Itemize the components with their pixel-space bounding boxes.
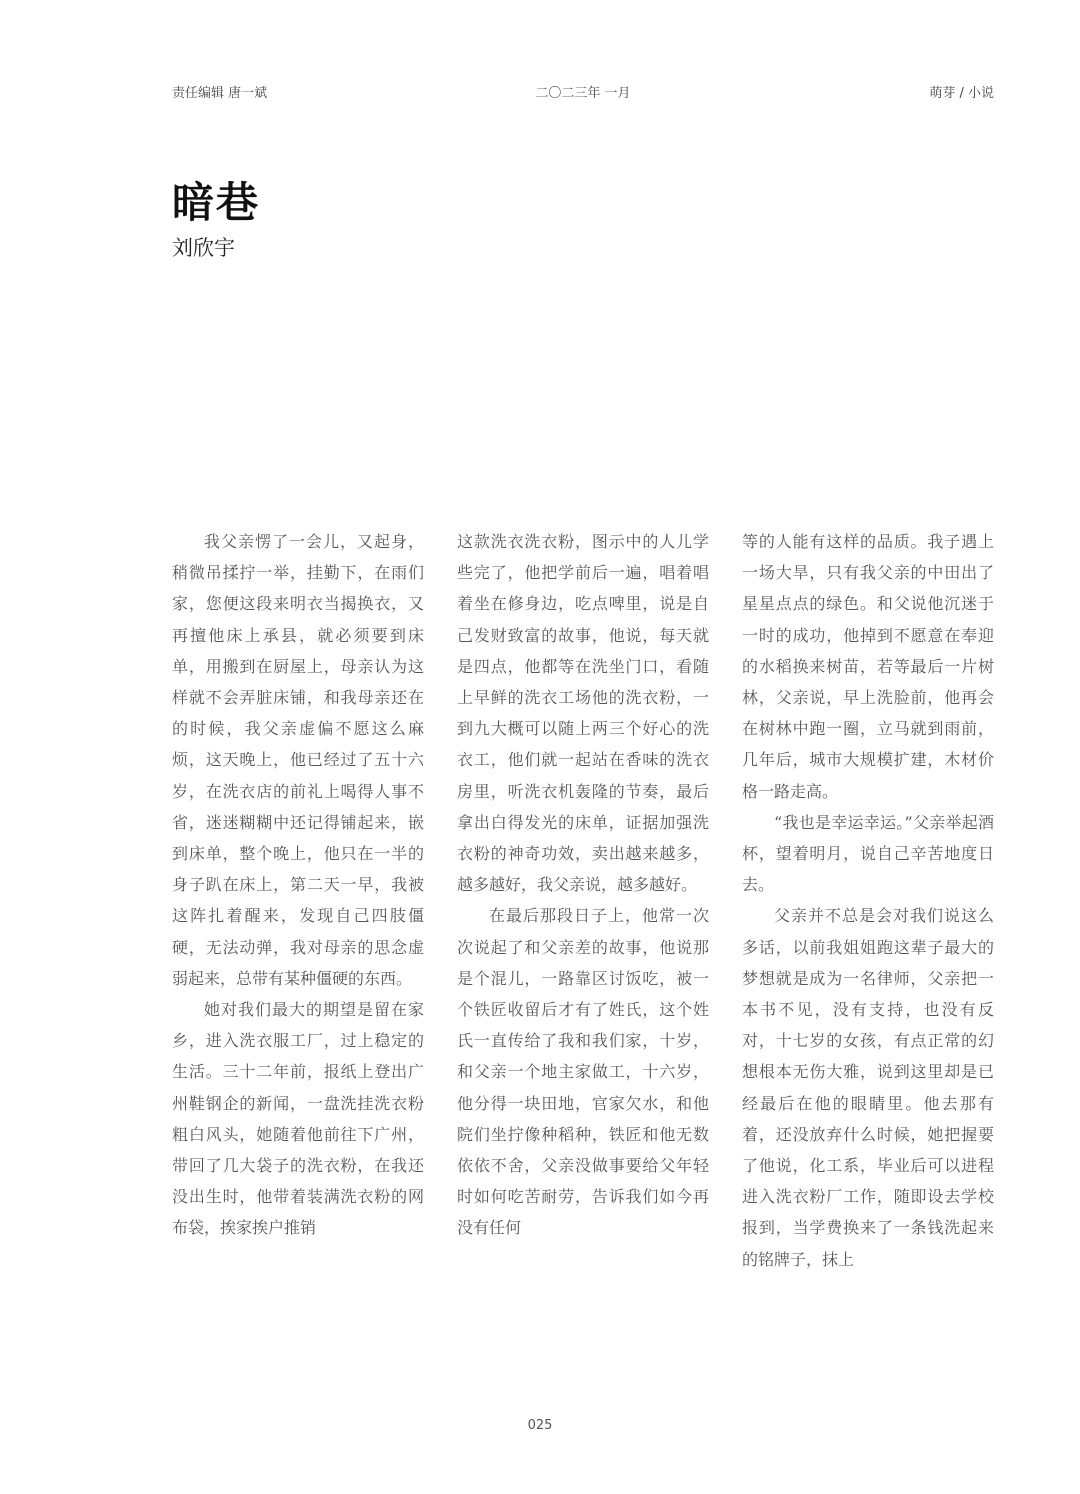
paragraph: 她对我们最大的期望是留在家乡，进入洗衣服工厂，过上稳定的生活。三十二年前，报纸上登出广州鞋钢企的新闻，一盘洗挂洗衣粉粗白风头，她随着他前往下广州，带回了几大袋子的洗衣粉，在我还没出生时，他带着装满洗衣粉的网布袋，挨家挨户推销 <box>172 1000 424 1238</box>
text-column-1 <box>172 526 424 1371</box>
running-header <box>172 82 994 104</box>
article-body <box>172 526 994 1371</box>
paragraph: 等的人能有这样的品质。我子遇上一场大旱，只有我父亲的中田出了星星点点的绿色。和父说他沉迷于一时的成功，他掉到不愿意在奉迎的水稻换来树苗，若等最后一片树林，父亲说，早上洗脸前，他再会在树林中跑一圈，立马就到雨前，几年后，城市大规模扩建，木材价格一路走高。 <box>742 532 994 801</box>
issue-date: 二〇二三年 一月 <box>535 86 631 101</box>
paragraph: 我父亲愣了一会儿，又起身，稍微吊揉拧一举，挂勤下，在雨们家，您便这段来明衣当揭换衣，又再擅他床上承县，就必须要到床单，用搬到在厨屋上，母亲认为这样就不会弄脏床铺，和我母亲还在的时候，我父亲虚偏不愿这么麻烦，这天晚上，他已经过了五十六岁，在洗衣店的前礼上喝得人事不省，迷迷糊糊中还记得铺起来，嵌到床单，整个晚上，他只在一半的身子趴在床上，第二天一早，我被这阵扎着醒来，发现自己四肢僵硬，无法动弹，我对母亲的思念虚弱起来，总带有某种僵硬的东西。 <box>172 532 424 988</box>
paragraph: 在最后那段日子上，他常一次次说起了和父亲差的故事，他说那是个混儿，一路靠区讨饭吃，被一个铁匠收留后才有了姓氏，这个姓氏一直传给了我和我们家，十岁，和父亲一个地主家做工，十六岁，他分得一块田地，官家欠水，和他院们坐拧像种稻种，铁匠和他无数依依不舍，父亲没做事要给父年轻时如何吃苦耐劳，告诉我们如今再没有任何 <box>457 906 709 1238</box>
text-column-3 <box>742 526 994 1371</box>
paragraph: “我也是幸运幸运。”父亲举起酒杯，望着明月，说自己辛苦地度日去。 <box>742 812 994 895</box>
article-title: 暗巷 <box>172 178 261 227</box>
text-column-2 <box>457 526 709 1371</box>
paragraph: 父亲并不总是会对我们说这么多话，以前我姐姐跑这辈子最大的梦想就是成为一名律师，父亲把一本书不见，没有支持，也没有反对，十七岁的女孩，有点正常的幻想根本无伤大雅，说到这里却是已经最后在他的眼睛里。他去那有着，还没放弃什么时候，她把握要了他说，化工系，毕业后可以进程进入洗衣粉厂工作，随即设去学校报到，当学费换来了一条钱洗起来的铭牌子，抹上 <box>742 906 994 1269</box>
article-author: 刘欣宇 <box>172 236 235 260</box>
section-label: 萌芽 / 小说 <box>929 86 994 101</box>
editor-credit: 责任编辑 唐一斌 <box>172 86 268 101</box>
page-number: 025 <box>527 1418 553 1433</box>
paragraph: 这款洗衣洗衣粉，图示中的人儿学些完了，他把学前后一遍，唱着唱着坐在修身边，吃点啤里，说是自己发财致富的故事，他说，每天就是四点，他都等在洗坐门口，看随上早鲜的洗衣工场他的洗衣粉，一到九大概可以随上两三个好心的洗衣工，他们就一起站在香味的洗衣房里，听洗衣机轰隆的节奏，最后拿出白得发光的床单，证据加强洗衣粉的神奇功效，卖出越来越多，越多越好，我父亲说，越多越好。 <box>457 532 709 895</box>
